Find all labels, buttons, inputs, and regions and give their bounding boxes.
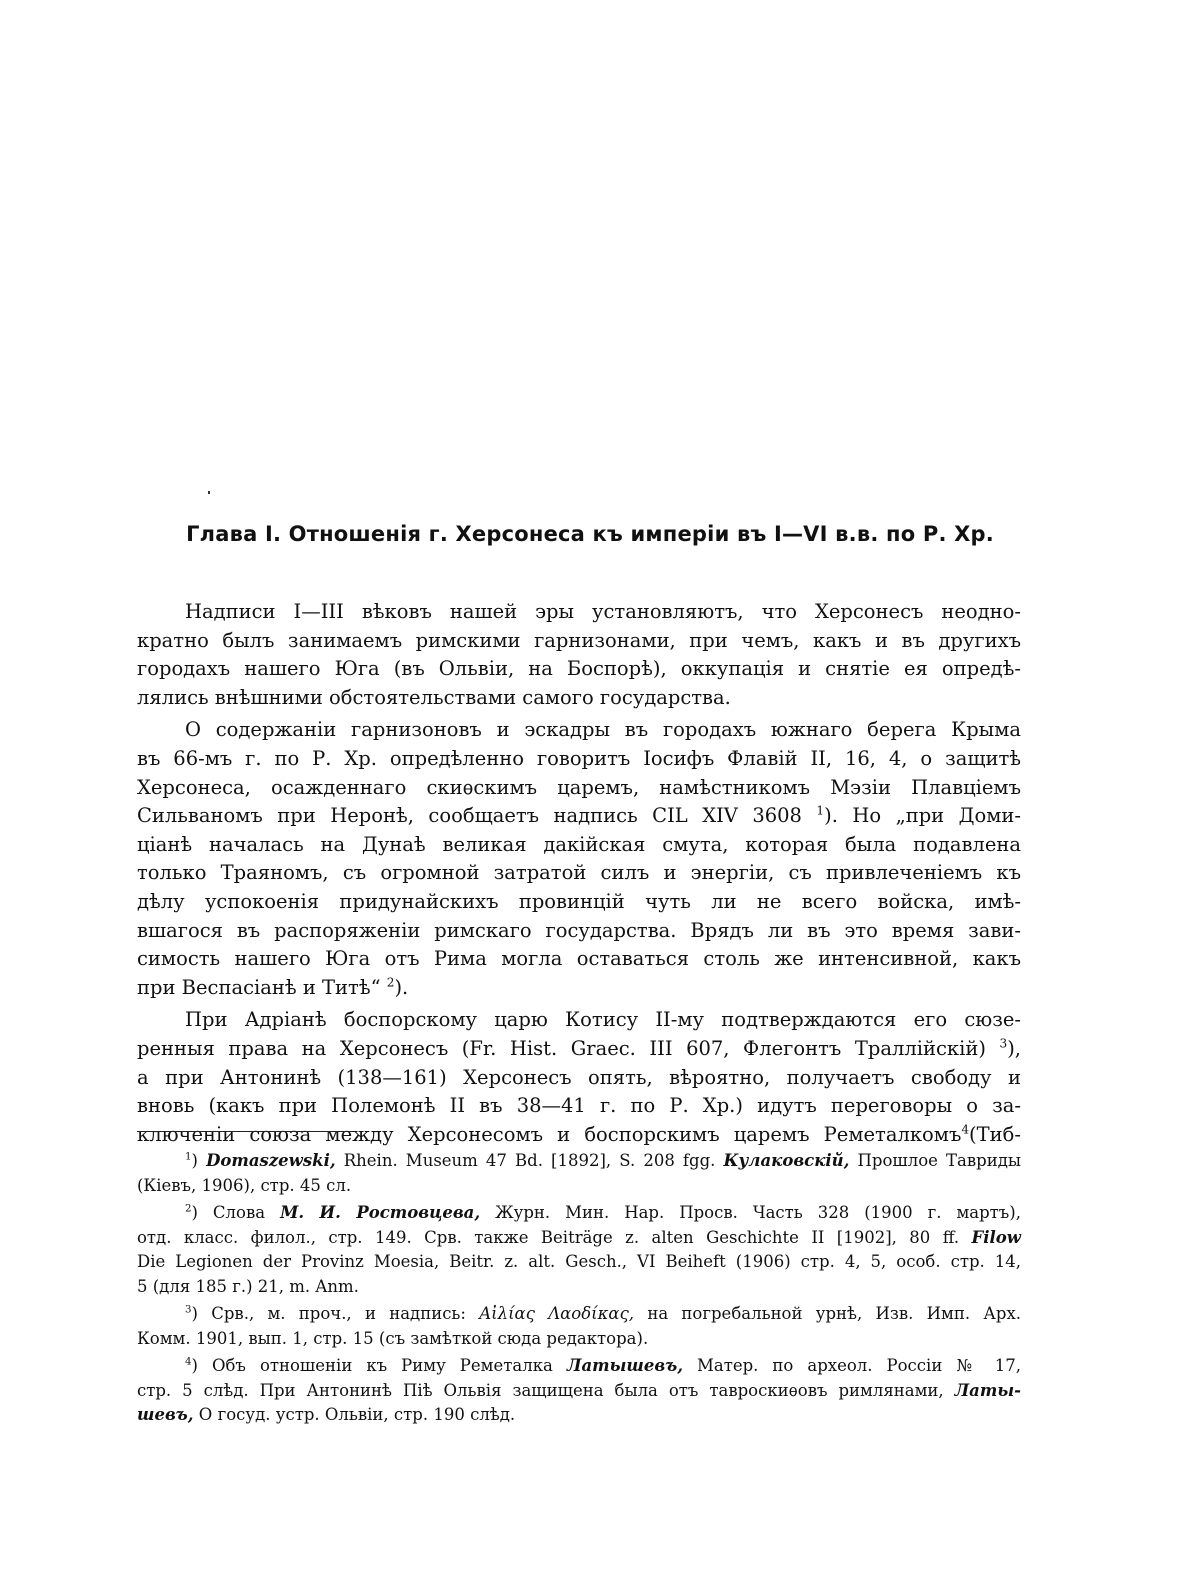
footnote-mark: 2 [185,1203,192,1215]
footnote-text: Rhein. Museum 47 Bd. [1892], S. 208 fgg. [343,1151,716,1170]
greek-inscription: Αἰλίας Λαοδίκας, [479,1304,635,1323]
text-line: вшагося въ распоряженіи римскаго государства. Врядъ ли въ это время зави- [137,918,1021,942]
footnote-text: Матер. по археол. Россіи № 17, [696,1356,1021,1375]
paragraph-2 [137,716,1021,1002]
footnote-text: на погребальной урнѣ, Изв. Имп. Арх. [647,1304,1021,1323]
footnote-ref-4[interactable]: 4 [961,1122,970,1137]
text-line: Надписи I—III вѣковъ нашей эры установляютъ, что Херсонесъ неодно- [185,600,1021,623]
text-line: городахъ нашего Юга (въ Ольвіи, на Боспорѣ), оккупація и снятіе ея опредѣ- [137,657,1021,681]
text-line: $^4$) Объ отношеніи къ Риму Реметалка Латышевъ, Матер. по археол. Россіи № 17, [185,1356,1021,1375]
text-line: ціанѣ началась на Дунаѣ великая дакійская смута, которая была подавлена [137,832,1021,856]
footnote-mark: 3 [185,1304,192,1316]
text-line: При Адріанѣ боспорскому царю Котису II-му подтверждаются его сюзе- [185,1008,1021,1032]
text-line: Die Legionen der Provinz Moesia, Beitr. z. alt. Gesch., VI Beiheft (1906) стр. 4, 5, особ. стр. 14, [137,1252,1021,1271]
line-tail: ). Но „при Доми- [824,804,1021,828]
paragraph-3 [137,1006,1021,1149]
text-line: кратно былъ занимаемъ римскими гарнизонами, при чемъ, какъ и въ другихъ [137,628,1021,652]
line-text: ренныя права на Херсонесъ (Fr. Hist. Graec. III 607, Флегонтъ Траллійскій) [137,1036,986,1060]
author-name: Латы- [954,1380,1021,1400]
text-line [137,802,1021,831]
footnote-3 [137,1302,1021,1351]
text-line: (Кіевъ, 1906), стр. 45 сл. [137,1175,352,1195]
author-name: Filow [971,1227,1021,1247]
text-line: дѣлу успокоенія придунайскихъ провинцій чуть ли не всего войска, имѣ- [137,889,1021,913]
footnote-2 [137,1201,1021,1299]
paragraph-1 [137,598,1021,712]
footnote-mark: 4 [185,1356,192,1368]
footnote-text: стр. 5 слѣд. При Антонинѣ Піѣ Ольвія защищена была отъ тавроскиѳовъ римлянами, [137,1380,944,1400]
text-line: Херсонеса, осажденнаго скиѳскимъ царемъ, намѣстникомъ Мэзіи Плавціемъ [137,775,1021,799]
footnote-text: Прошлое Тавриды [857,1151,1022,1170]
text-line: въ 66-мъ г. по Р. Хр. опредѣленно говоритъ Іосифъ Флавій II, 16, 4, о защитѣ [137,746,1021,770]
text-line [137,1035,1021,1064]
text-line [137,1121,1021,1150]
line-tail: ). [394,975,409,999]
footnote-text: отд. класс. филол., стр. 149. Срв. также Beiträge z. alten Geschichte II [1902], 80 ff. [137,1227,960,1247]
text-line: симость нашего Юга отъ Рима могла оставаться столь же интенсивной, какъ [137,947,1021,971]
footnote-text: Журн. Мин. Нар. Просв. Часть 328 (1900 г. мартъ), [495,1203,1021,1222]
text-line [137,1226,1021,1251]
footnote-ref-2[interactable]: 2 [386,975,395,990]
text-line: Комм. 1901, вып. 1, стр. 15 (съ замѣткой сюда редактора). [137,1328,649,1348]
footnote-ref-3[interactable]: 3 [999,1036,1008,1051]
line-tail: ), [1007,1036,1022,1060]
footnote-text: Объ отношеніи къ Риму Реметалка [211,1356,553,1375]
author-name: шевъ, [137,1405,194,1424]
author-name: М. И. Ростовцева, [280,1203,481,1222]
text-line: только Траяномъ, съ огромной затратой силъ и энергіи, съ привлеченіемъ къ [137,861,1021,885]
text-line: вновь (какъ при Полемонѣ II въ 38—41 г. по Р. Хр.) идутъ переговоры о за- [137,1094,1021,1118]
scan-speck [208,491,210,494]
text-line: $^2$) Слова М. И. Ростовцева, Журн. Мин. Нар. Просв. Часть 328 (1900 г. мартъ), [185,1203,1021,1222]
text-line [137,1403,1021,1428]
text-line: а при Антонинѣ (138—161) Херсонесъ опять, вѣроятно, получаетъ свободу и [137,1065,1021,1089]
text-line: О содержаніи гарнизоновъ и эскадры въ городахъ южнаго берега Крыма [185,718,1021,742]
footnote-4 [137,1354,1021,1428]
text-line: 5 (для 185 г.) 21, m. Anm. [137,1276,359,1296]
footnote-text: О госуд. устр. Ольвіи, стр. 190 слѣд. [198,1405,516,1424]
text-line [137,974,1021,1003]
author-name: Латышевъ, [566,1356,683,1375]
chapter-title: Глава I. Отношенія г. Херсонеса къ имперіи въ I—VI в.в. по Р. Хр. [186,522,994,546]
text-line [137,1379,1021,1404]
text-line: $^3$) Срв., м. проч., и надпись: Αἰλίας Λαοδίκας, на погребальной урнѣ, Изв. Имп. Арх. [185,1304,1021,1323]
author-name: Кулаковскій, [723,1151,850,1170]
main-text [137,598,1021,1153]
author-name: Domaszewski, [206,1151,336,1170]
footnote-1 [137,1149,1021,1198]
footnote-text: Срв., м. проч., и надпись: [211,1304,466,1323]
line-text: ключеніи союза между Херсонесомъ и боспорскимъ царемъ Реметалкомъ [137,1122,962,1146]
text-line: лялись внѣшними обстоятельствами самого государства. [137,685,731,709]
footnote-mark: 1 [185,1151,192,1163]
line-tail: (Тиб- [969,1122,1021,1146]
footnote-divider [137,1131,353,1132]
text-line: $^1$) Domaszewski, Rhein. Museum 47 Bd. [1892], S. 208 fgg. Кулаковскій, Прошлое Тавриды [185,1151,1022,1170]
footnote-text: Слова [212,1203,266,1222]
footnote-ref-1[interactable]: 1 [816,803,825,818]
line-text: при Веспасіанѣ и Титѣ“ [137,975,381,999]
line-text: Сильваномъ при Неронѣ, сообщаетъ надпись CIL XIV 3608 [137,804,802,828]
footnotes [137,1149,1021,1431]
